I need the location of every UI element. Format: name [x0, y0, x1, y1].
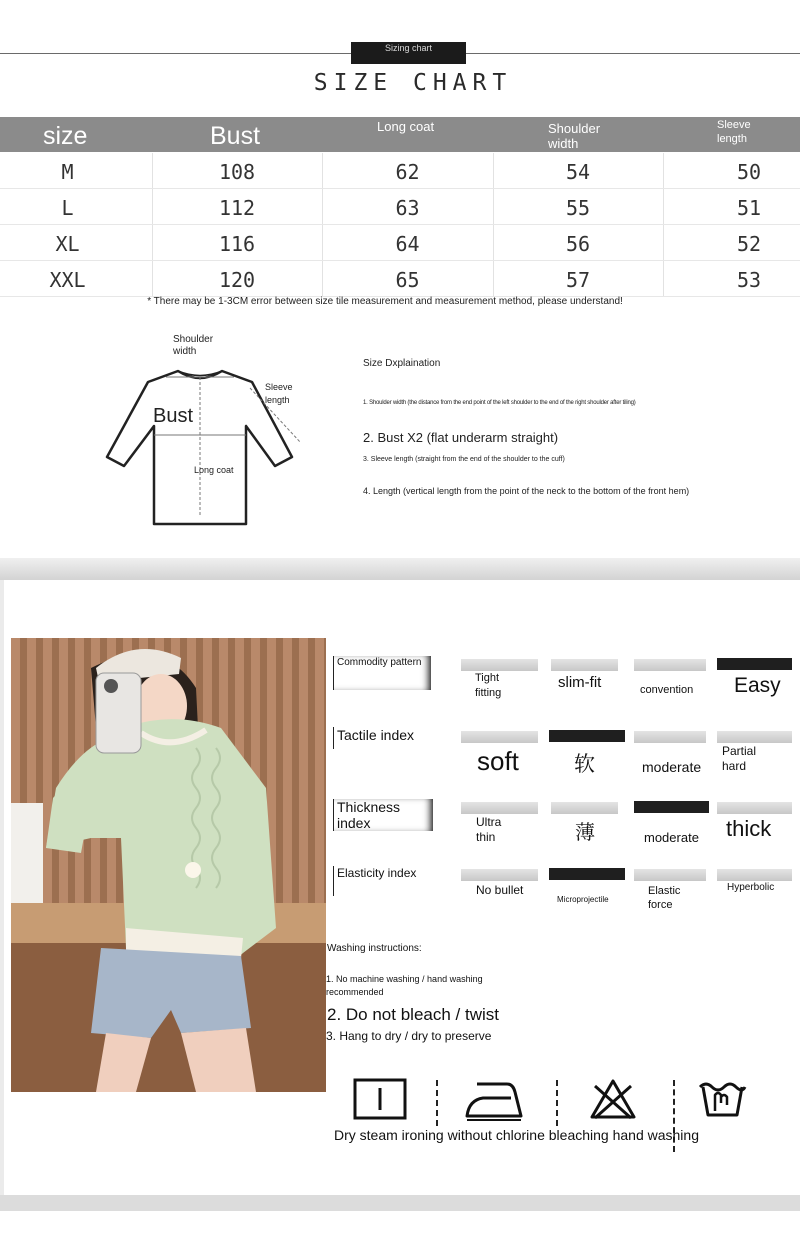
- index-bar-selected: [634, 801, 709, 813]
- cell-long-coat: 65: [395, 268, 420, 292]
- index-bar-selected: [549, 730, 625, 742]
- measurement-error-note: * There may be 1-3CM error between size tile measurement and measurement method, please understand!: [147, 296, 623, 307]
- cell-sleeve-length: 53: [736, 268, 762, 292]
- index-option: thick: [726, 816, 772, 841]
- phone-camera: [104, 679, 118, 693]
- explanation-item: 3. Sleeve length (straight from the end of the shoulder to the cuff): [363, 456, 565, 463]
- cell-size: XXL: [49, 268, 86, 292]
- shopping-bag: [11, 803, 43, 903]
- index-option: slim-fit: [558, 674, 602, 691]
- index-label-elasticity: Elasticity index: [333, 866, 429, 896]
- washing-title: Washing instructions:: [327, 943, 422, 954]
- explanation-item: 1. Shoulder width (the distance from the end point of the left shoulder to the end of the right shoulder after tiling): [363, 400, 636, 406]
- index-option: Elastic force: [648, 885, 681, 911]
- index-option: Tight fitting: [475, 672, 502, 699]
- table-row: [0, 189, 800, 225]
- sleeve-length-label: Sleeve length: [265, 382, 293, 405]
- product-photo: [11, 638, 326, 1092]
- index-bar: [717, 869, 792, 881]
- index-bar: [461, 802, 538, 814]
- cell-shoulder-width: 55: [565, 196, 591, 220]
- page-title: SIZE CHART: [313, 70, 513, 96]
- index-option: Easy: [734, 674, 781, 697]
- index-option: moderate: [644, 830, 699, 845]
- washing-caption: Dry steam ironing without chlorine bleaching hand washing: [334, 1127, 699, 1143]
- cell-shoulder-width: 56: [565, 232, 591, 256]
- cell-bust: 108: [218, 160, 256, 184]
- flower-charm: [185, 862, 201, 878]
- table-row: [0, 225, 800, 261]
- cell-shoulder-width: 57: [565, 268, 591, 292]
- cell-size: L: [61, 196, 74, 220]
- washing-item: 2. Do not bleach / twist: [327, 1005, 499, 1024]
- index-option: soft: [477, 746, 519, 776]
- washing-item: 3. Hang to dry / dry to preserve: [326, 1029, 492, 1043]
- bust-label: Bust: [153, 405, 194, 427]
- table-row: [0, 261, 800, 297]
- long-coat-label: Long coat: [194, 465, 234, 475]
- sizing-chart-badge: Sizing chart: [351, 42, 466, 64]
- ironing-icon: [463, 1078, 525, 1122]
- index-bar: [461, 731, 538, 743]
- cell-bust: 116: [218, 232, 256, 256]
- index-bar: [461, 659, 538, 671]
- cell-long-coat: 62: [395, 160, 420, 184]
- index-option: Partial hard: [722, 744, 757, 773]
- icon-divider: [556, 1080, 558, 1126]
- cell-size: M: [61, 160, 74, 184]
- cell-shoulder-width: 54: [565, 160, 591, 184]
- cell-bust: 120: [218, 268, 256, 292]
- table-row: [0, 153, 800, 189]
- index-option: 薄: [575, 820, 595, 844]
- cell-sleeve-length: 51: [736, 196, 762, 220]
- no-bleach-icon: [589, 1078, 637, 1120]
- shoulder-width-label: Shoulder width: [173, 334, 214, 357]
- index-option: convention: [640, 684, 694, 696]
- index-bar: [551, 802, 618, 814]
- column-header-size: size: [43, 122, 88, 150]
- index-bar: [717, 731, 792, 743]
- index-bar: [634, 659, 706, 671]
- left-edge-strip: [0, 580, 4, 1200]
- cell-long-coat: 63: [395, 196, 420, 220]
- index-option: moderate: [642, 759, 702, 775]
- index-bar-selected: [549, 868, 625, 880]
- column-header-shoulder-width: Shoulder width: [548, 121, 601, 151]
- cell-long-coat: 64: [395, 232, 420, 256]
- index-option: Microprojectile: [557, 895, 609, 904]
- cell-sleeve-length: 50: [736, 160, 762, 184]
- explanation-item: 2. Bust X2 (flat underarm straight): [363, 430, 559, 445]
- index-label-commodity-pattern: Commodity pattern: [333, 656, 431, 690]
- column-header-bust: Bust: [210, 122, 261, 150]
- index-label-tactile: Tactile index: [333, 727, 423, 749]
- index-option: Hyperbolic: [727, 882, 775, 893]
- index-bar: [717, 802, 792, 814]
- column-header-long-coat: Long coat: [377, 119, 435, 134]
- index-bar: [634, 731, 706, 743]
- cell-bust: 112: [218, 196, 256, 220]
- cell-sleeve-length: 52: [736, 232, 762, 256]
- size-explanation-title: Size Dxplaination: [363, 358, 441, 369]
- index-option: No bullet: [476, 883, 524, 897]
- hang-dry-icon: [353, 1078, 407, 1120]
- index-option: Ultra thin: [476, 815, 502, 844]
- bottom-band: [0, 1195, 800, 1211]
- washing-item: 1. No machine washing / hand washing recommended: [326, 974, 483, 997]
- cell-size: XL: [55, 232, 80, 256]
- index-label-thickness: Thickness index: [333, 799, 433, 831]
- index-bar-selected: [717, 658, 792, 670]
- column-header-sleeve-length: Sleeve length: [717, 119, 751, 145]
- index-bar: [461, 869, 538, 881]
- hand-wash-icon: [697, 1075, 747, 1119]
- explanation-item: 4. Length (vertical length from the point of the neck to the bottom of the front hem): [363, 486, 690, 496]
- icon-divider: [436, 1080, 438, 1126]
- phone: [96, 673, 141, 753]
- index-bar: [551, 659, 618, 671]
- index-bar: [634, 869, 706, 881]
- index-option: 软: [574, 752, 595, 776]
- section-separator: [0, 558, 800, 580]
